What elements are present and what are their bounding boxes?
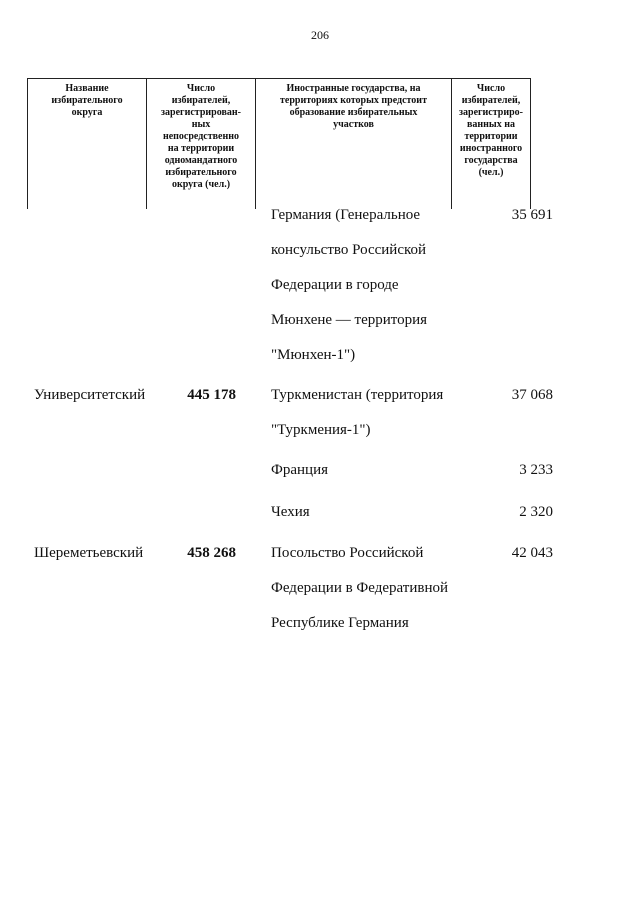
foreign-voter-count: 2 320 bbox=[519, 504, 553, 520]
foreign-voter-count: 35 691 bbox=[511, 207, 553, 223]
district-voter-count: 445 178 bbox=[187, 387, 236, 403]
foreign-voter-count: 42 043 bbox=[511, 545, 553, 561]
foreign-state: Туркменистан (территория "Туркмения-1") bbox=[271, 387, 444, 438]
table-header bbox=[27, 78, 531, 209]
header-district-voters: Число избирателей, зарегистрирован- ных непосредственно на территории одномандатного избирательного округа (чел.) bbox=[147, 79, 256, 210]
foreign-state: Германия (Генеральное консульство Российской Федерации в городе Мюнхене — территория "Мюнхен-1") bbox=[271, 207, 428, 363]
foreign-state: Чехия bbox=[271, 504, 310, 520]
district-name: Шереметьевский bbox=[34, 545, 144, 561]
header-district-name: Название избирательного округа bbox=[28, 79, 147, 210]
foreign-voter-count: 3 233 bbox=[519, 462, 553, 478]
foreign-state: Франция bbox=[271, 462, 328, 478]
page-number: 206 bbox=[311, 28, 329, 42]
foreign-state: Посольство Российской Федерации в Федеративной Республике Германия bbox=[271, 545, 449, 631]
header-foreign-voters: Число избирателей, зарегистриро- ванных на территории иностранного государства (чел.) bbox=[452, 79, 531, 210]
foreign-voter-count: 37 068 bbox=[511, 387, 553, 403]
district-name: Университетский bbox=[34, 387, 146, 403]
district-voter-count: 458 268 bbox=[187, 545, 236, 561]
header-foreign-states: Иностранные государства, на территориях которых предстоит образование избирательных участков bbox=[256, 79, 452, 210]
